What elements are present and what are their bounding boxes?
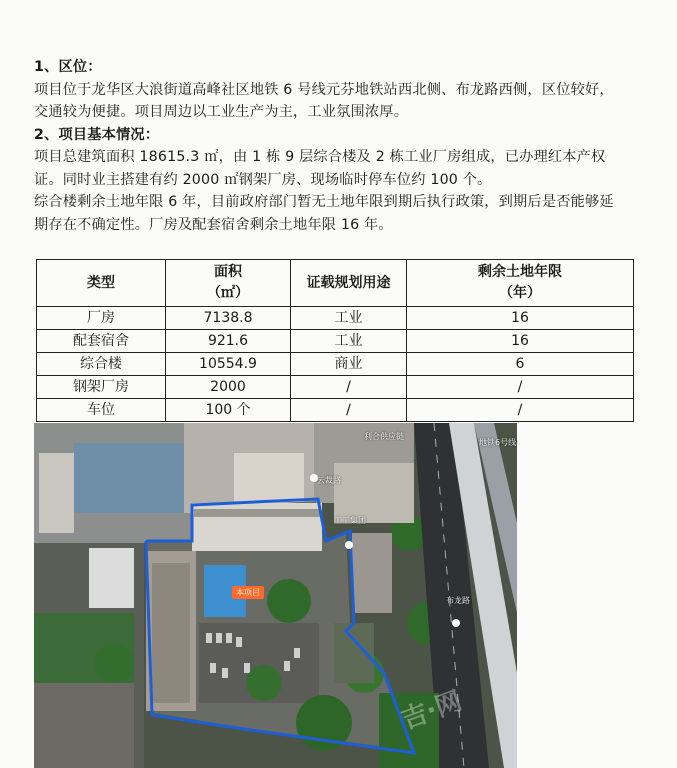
header-usage (291, 260, 407, 307)
project-marker: 本项目 (232, 586, 264, 599)
table-row (37, 307, 634, 330)
map-label-a: 云裁路 (317, 476, 341, 485)
section1-line1: 项目位于龙华区大浪街道高峰社区地铁 6 号线元芬地铁站西北侧、布龙路西侧，区位较好， (34, 81, 614, 98)
cell-area: 100 个 (166, 399, 291, 422)
section1-line2: 交通较为便捷。项目周边以工业生产为主，工业氛围浓厚。 (34, 104, 409, 120)
cell-years: 16 (407, 330, 634, 353)
section2-line1: 项目总建筑面积 18615.3 ㎡，由 1 栋 9 层综合楼及 2 栋工业厂房组成，已办理红本产权 (34, 149, 606, 165)
header-years-line1: 剩余土地年限 (478, 264, 562, 280)
header-type (37, 260, 166, 307)
cell-usage: 商业 (291, 353, 407, 376)
cell-usage: 工业 (291, 330, 407, 353)
cell-usage: / (291, 376, 407, 399)
section2-line2: 证。同时业主搭建有约 2000 ㎡钢架厂房、现场临时停车位约 100 个。 (34, 171, 492, 188)
watermark: 吉·网 (397, 686, 467, 736)
header-type-text: 类型 (87, 274, 115, 291)
cell-usage: 工业 (291, 307, 407, 330)
cell-years: / (407, 399, 634, 422)
cell-years: / (407, 376, 634, 399)
cell-area: 921.6 (166, 330, 291, 353)
cell-area: 2000 (166, 376, 291, 399)
header-years-line2: （年） (499, 285, 541, 301)
map-road-label: 布龙路 (446, 596, 470, 605)
section2-heading: 2、项目基本情况： (34, 126, 160, 143)
map-label-b: 工工集团 (334, 516, 366, 525)
section2-line3: 综合楼剩余土地年限 6 年，目前政府部门暂无土地年限到期后执行政策，到期后是否能够延 (34, 194, 614, 210)
cell-area: 10554.9 (166, 353, 291, 376)
table-row (37, 330, 634, 353)
table-row (37, 399, 634, 422)
table-row (37, 376, 634, 399)
header-area-line2: （㎡） (207, 285, 249, 301)
header-area (166, 260, 291, 307)
section2-line4: 期存在不确定性。厂房及配套宿舍剩余土地年限 16 年。 (34, 216, 393, 233)
cell-years: 6 (407, 353, 634, 376)
cell-type: 车位 (37, 399, 166, 422)
cell-type: 厂房 (37, 307, 166, 330)
header-area-line1: 面积 (214, 264, 242, 280)
property-table (36, 259, 634, 422)
document-text (34, 56, 666, 236)
table-row (37, 353, 634, 376)
cell-years: 16 (407, 307, 634, 330)
cell-area: 7138.8 (166, 307, 291, 330)
cell-type: 配套宿舍 (37, 330, 166, 353)
table-header-row (37, 260, 634, 307)
map-label-c: 利合供应链 (364, 432, 404, 441)
cell-type: 综合楼 (37, 353, 166, 376)
header-years (407, 260, 634, 307)
section1-heading: 1、区位： (34, 59, 102, 75)
header-usage-text: 证载规划用途 (306, 274, 391, 291)
cell-type: 钢架厂房 (37, 376, 166, 399)
map-label-d: 地铁6号线 (479, 438, 517, 447)
cell-usage: / (291, 399, 407, 422)
